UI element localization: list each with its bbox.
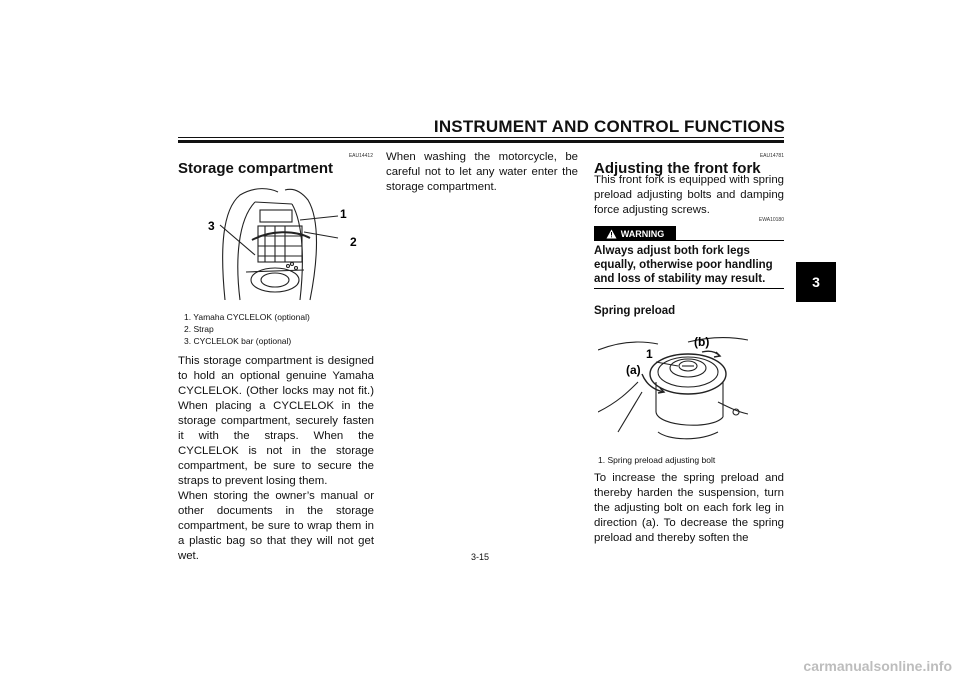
washing-note-text: When washing the motorcycle, be careful not to let any water enter the storage compartment. — [386, 151, 578, 193]
figure-label: 1 — [646, 347, 653, 361]
storage-body-text — [178, 354, 374, 564]
figure-label: 3 — [208, 219, 215, 233]
warning-bottom-rule — [594, 288, 784, 289]
warning-text: Always adjust both fork legs equally, otherwise poor handling and loss of stability may result. — [594, 245, 773, 285]
subheading-spring-preload: Spring preload — [594, 305, 676, 317]
spring-preload-illustration — [598, 322, 748, 450]
figure-label: (a) — [626, 363, 641, 377]
figure-label: (b) — [694, 335, 710, 349]
spring-preload-body: To increase the spring preload and thereby harden the suspension, turn the adjusting bolt on each fork leg in direction (a). To decrease the spring preload and thereby soften the — [594, 472, 784, 544]
caption-item: 1. Yamaha CYCLELOK (optional) — [184, 312, 310, 322]
section-code: EAU14781 — [759, 153, 784, 159]
page-header-title: INSTRUMENT AND CONTROL FUNCTIONS — [433, 117, 785, 136]
warning-rule — [676, 240, 784, 241]
storage-compartment-illustration — [200, 180, 370, 302]
figure-captions — [184, 311, 374, 347]
figure-label: 1 — [340, 207, 347, 221]
warning-label: WARNING — [620, 228, 665, 239]
warning-badge — [594, 226, 676, 241]
section-code: EAU14412 — [348, 153, 373, 159]
watermark: carmanualsonline.info — [803, 658, 952, 674]
warning-triangle-icon — [606, 229, 617, 239]
figure-caption-preload: 1. Spring preload adjusting bolt — [598, 455, 716, 465]
figure-label: 2 — [350, 235, 357, 249]
paragraph: This storage compartment is designed to hold an optional genuine Yamaha CYCLELOK. (Other locks may not fit.) When placing a CYCLELOK in the storage compartment, securely fasten it with the straps. When the CYCLELOK is not in the storage compartment, be sure to secure the straps to prevent losing them. — [178, 355, 374, 487]
paragraph: When storing the owner’s manual or other documents in the storage compartment, be sure to wrap them in a plastic bag so that they will not get wet. — [178, 490, 374, 562]
page-number: 3-15 — [470, 552, 489, 562]
front-fork-intro: This front fork is equipped with spring preload adjusting bolts and damping force adjusting screws. — [594, 174, 784, 216]
header-rule-thick — [178, 140, 784, 143]
caption-item: 3. CYCLELOK bar (optional) — [184, 336, 292, 346]
chapter-tab: 3 — [796, 262, 836, 302]
caption-item: 2. Strap — [184, 324, 214, 334]
header-rule — [178, 137, 784, 138]
warning-code: EWA10180 — [758, 217, 784, 223]
section-heading-storage: Storage compartment — [178, 160, 334, 177]
section-heading-front-fork: Adjusting the front fork — [594, 160, 761, 177]
